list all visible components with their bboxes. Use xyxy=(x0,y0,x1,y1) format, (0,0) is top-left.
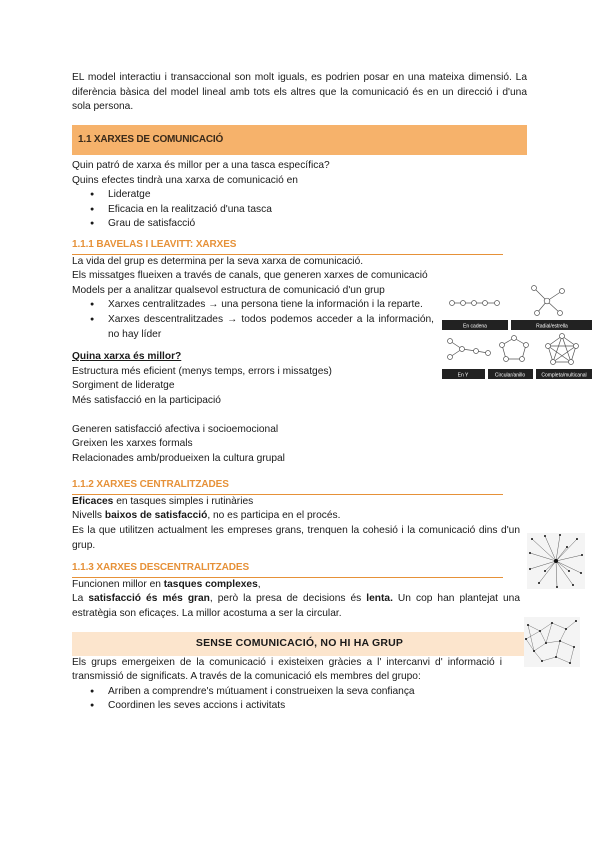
text: , xyxy=(257,578,261,590)
paragraph: Generen satisfacció afectiva i socioemocional xyxy=(72,423,279,435)
centralized-network-icon xyxy=(527,533,585,589)
question-heading: Quina xarxa és millor? xyxy=(72,351,182,363)
network-diagram-icon xyxy=(442,283,592,383)
text: en tasques simples i rutinàries xyxy=(113,495,254,507)
paragraph xyxy=(72,495,527,510)
paragraph: Estructura més eficient (menys temps, errors i missatges) xyxy=(72,365,332,377)
list-item: ● Grau de satisfacció xyxy=(90,217,527,232)
paragraph xyxy=(72,509,527,524)
intro-paragraph: EL model interactiu i transaccional son molt iguals, es podrien posar en una mateixa dimensió. La diferència bàsica del model lineal amb tots els altres que la comunicació és en un direcció i d'una sola persona. xyxy=(72,72,527,113)
label-complete: Completa/multicanal xyxy=(541,372,587,379)
paragraph: Models per a analitzar qualsevol estructura de comunicació d'un grup xyxy=(72,284,385,296)
bold-text: baixos de satisfacció xyxy=(104,510,208,522)
bold-text: tasques complexes xyxy=(163,578,258,590)
section-heading-1-1-2: 1.1.2 XARXES CENTRALITZADES xyxy=(72,478,503,495)
network-types-figure xyxy=(442,283,592,383)
decentralized-network-figure xyxy=(524,617,580,667)
document-page xyxy=(72,71,527,714)
paragraph: Sorgiment de lideratge xyxy=(72,380,175,392)
bold-text: lenta. xyxy=(366,593,393,605)
paragraph: Més satisfacció en la participació xyxy=(72,394,221,406)
label-circle: Circular/anillo xyxy=(494,372,526,379)
text: , no es participa en el procés. xyxy=(207,510,341,522)
paragraph: Relacionades amb/produeixen la cultura grupal xyxy=(72,452,285,464)
section-heading-1-1-3: 1.1.3 XARXES DESCENTRALITZADES xyxy=(72,561,503,578)
label-chain: En cadena xyxy=(463,323,487,330)
bold-text: satisfacció és més gran xyxy=(88,593,210,605)
paragraph xyxy=(72,592,520,621)
text: Nivells xyxy=(72,510,105,522)
list-item: ● Eficacia en la realització d'una tasca xyxy=(90,203,527,218)
section-heading-1-1-1: 1.1.1 BAVELAS I LEAVITT: XARXES xyxy=(72,238,503,255)
question-1: Quin patró de xarxa és millor per a una tasca específica? xyxy=(72,160,330,171)
label-y: En Y xyxy=(457,372,469,379)
banner-list xyxy=(72,685,527,714)
network-types-list xyxy=(72,298,434,342)
paragraph: Els grups emergeixen de la comunicació i existeixen gràcies a l' intercanvi d' informació i transmissió de significats. A través de la comunicació els membres del grupo: xyxy=(72,656,502,683)
text: La xyxy=(72,593,89,605)
bold-text: Eficaces xyxy=(72,495,114,507)
decentralized-network-icon xyxy=(524,617,580,667)
paragraph: Els missatges flueixen a través de canals, que generen xarxes de comunicació xyxy=(72,270,428,282)
label-star: Radial/estrella xyxy=(536,323,568,330)
list-item: ● Arriben a comprendre's mútuament i construeixen la seva confiança xyxy=(90,685,527,700)
list-item: ● Lideratge xyxy=(90,188,527,203)
paragraph: La vida del grup es determina per la seva xarxa de comunicació. xyxy=(72,255,364,267)
text: , però la presa de decisions és xyxy=(209,593,367,605)
centralized-network-figure xyxy=(527,533,585,589)
section-heading-1-1: 1.1 XARXES DE COMUNICACIÓ xyxy=(72,125,527,155)
list-item: ● Xarxes centralitzades → una persona tiene la información i la reparte. xyxy=(90,298,434,313)
effects-list xyxy=(72,188,527,232)
paragraph xyxy=(72,578,527,593)
paragraph: Es la que utilitzen actualment les empreses grans, trenquen la cohesió i la comunicació dins d'un grup. xyxy=(72,525,520,551)
list-item: ● Xarxes descentralitzades → todos podemos acceder a la información, no hay líder xyxy=(90,313,434,342)
question-2: Quins efectes tindrà una xarxa de comunicació en xyxy=(72,174,298,186)
list-item: ● Coordinen les seves accions i activitats xyxy=(90,699,527,714)
text: Un cop han plantejat una estratègia son eficaçes. La millor acostuma a ser la circular. xyxy=(72,593,520,620)
text: Funcionen millor en xyxy=(72,578,164,590)
banner-heading: SENSE COMUNICACIÓ, NO HI HA GRUP xyxy=(72,632,527,656)
paragraph: Greixen les xarxes formals xyxy=(72,438,193,450)
